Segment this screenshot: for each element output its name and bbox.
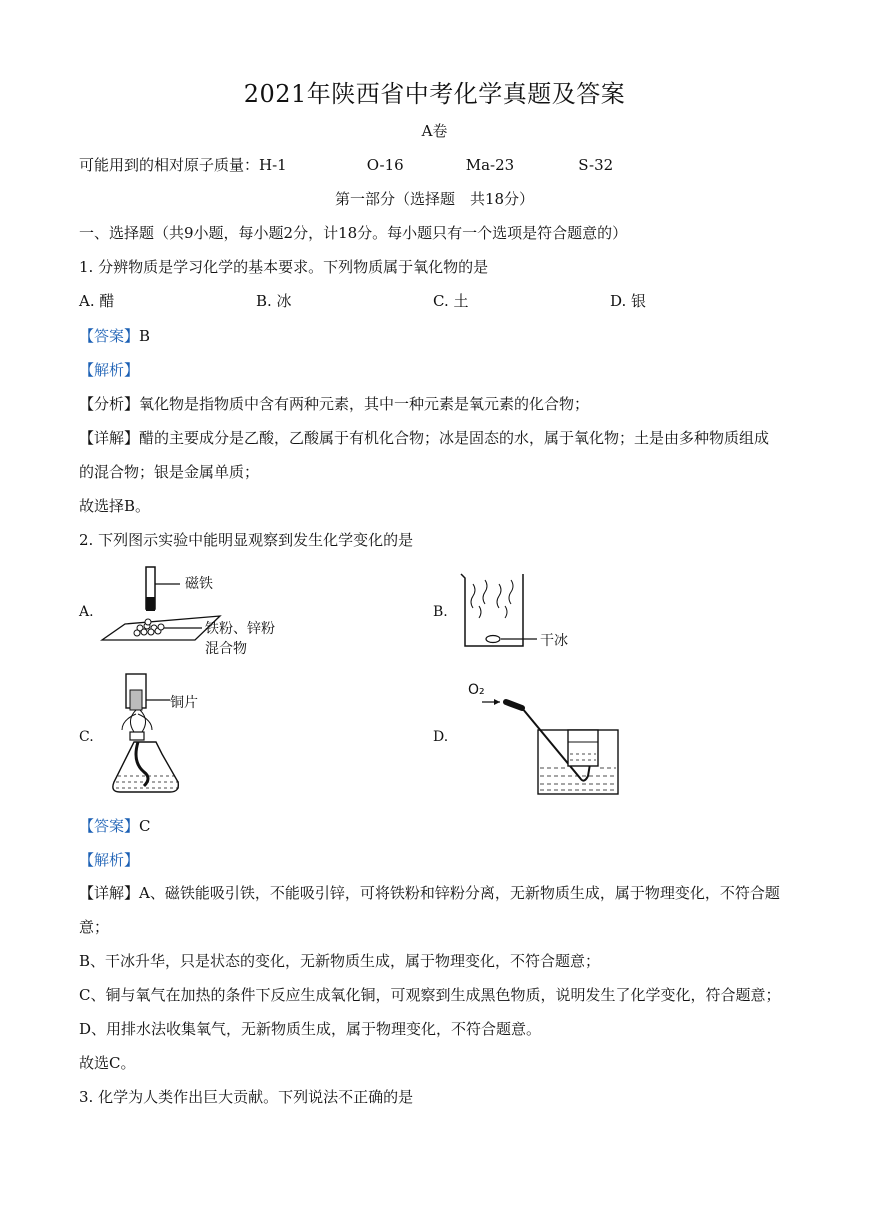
q1-option-b: B. 冰: [256, 292, 292, 310]
label-powder-2: 混合物: [205, 641, 247, 657]
flame: [122, 710, 152, 734]
label-magnet: 磁铁: [185, 576, 213, 592]
q2-analysis-tag: 【解析】: [79, 851, 140, 869]
q2-detail-a1: [79, 882, 780, 903]
atomic-mass-s: S-32: [578, 156, 614, 174]
q1-option-d: D. 银: [610, 292, 647, 310]
part1-heading: 第一部分（选择题 共18分）: [334, 190, 535, 208]
q2-detail-a1-text: A、磁铁能吸引铁，不能吸引锌，可将铁粉和锌粉分离，无新物质生成，属于物理变化，不符合题: [139, 884, 780, 902]
q1-answer-tag: 【答案】: [79, 327, 140, 345]
q1-analysis-tag: 【解析】: [79, 361, 140, 379]
label-powder-1: 铁粉、锌粉: [205, 621, 275, 637]
rubber-tube: [506, 702, 522, 708]
q1-detail-2: 的混合物；银是金属单质；: [79, 463, 260, 481]
q1-conclusion: 故选择B。: [79, 497, 151, 515]
figure-d-water-trough: [462, 680, 622, 800]
q2-conclusion: 故选C。: [79, 1054, 136, 1072]
q2-option-d: D.: [433, 729, 449, 745]
q1-option-a: A. 醋: [79, 292, 115, 310]
atomic-mass-prefix: 可能用到的相对原子质量：H-1: [79, 156, 287, 174]
q1-stem: 1. 分辨物质是学习化学的基本要求。下列物质属于氧化物的是: [79, 258, 489, 276]
q2-stem: 2. 下列图示实验中能明显观察到发生化学变化的是: [79, 531, 414, 549]
atomic-mass-na: Ma-23: [465, 156, 515, 174]
q1-fenxi-tag: 【分析】: [79, 395, 140, 413]
q1-detail-text-1: 醋的主要成分是乙酸，乙酸属于有机化合物；冰是固态的水，属于氧化物；土是由多种物质组成: [139, 429, 770, 447]
q2-option-c: C.: [79, 729, 94, 745]
q1-detail-1: [79, 427, 769, 448]
volume-label: A卷: [421, 122, 448, 140]
label-copper: 铜片: [170, 695, 198, 711]
q1-option-c: C. 土: [433, 292, 469, 310]
dry-ice-lump: [486, 636, 500, 643]
q2-option-b: B.: [433, 604, 448, 620]
gas-bottle: [568, 730, 598, 766]
q2-answer: [79, 815, 151, 836]
q1-fenxi: [79, 393, 589, 414]
copper-sheet: [130, 690, 142, 710]
q2-detail-c: C、铜与氧气在加热的条件下反应生成氧化铜，可观察到生成黑色物质，说明发生了化学变化，符合题意；: [79, 986, 781, 1004]
q1-fenxi-text: 氧化物是指物质中含有两种元素，其中一种元素是氧元素的化合物；: [139, 395, 590, 413]
label-dry-ice: 干冰: [540, 633, 568, 649]
q2-detail-a2: 意；: [79, 918, 110, 936]
q2-detail-tag: 【详解】: [79, 884, 140, 902]
q2-answer-tag: 【答案】: [79, 817, 140, 835]
label-o2: O₂: [468, 682, 485, 698]
lamp-wick-holder: [130, 732, 144, 740]
q3-stem: 3. 化学为人类作出巨大贡献。下列说法不正确的是: [79, 1088, 414, 1106]
document-title: 2021年陕西省中考化学真题及答案: [243, 80, 626, 108]
vapor-lines: [471, 580, 513, 618]
q1-detail-tag: 【详解】: [79, 429, 140, 447]
q2-answer-value: C: [139, 817, 151, 835]
atomic-mass-line: [79, 154, 613, 175]
atomic-mass-o: O-16: [366, 156, 404, 174]
section1-heading: 一、选择题（共9小题，每小题2分，计18分。每小题只有一个选项是符合题意的）: [79, 224, 628, 242]
magnet-tip: [146, 597, 155, 611]
q2-detail-d: D、用排水法收集氧气，无新物质生成，属于物理变化，不符合题意。: [79, 1020, 542, 1038]
q1-answer: [79, 325, 150, 346]
q1-answer-value: B: [139, 327, 151, 345]
q2-option-a: A.: [79, 604, 94, 620]
q2-detail-b: B、干冰升华，只是状态的变化，无新物质生成，属于物理变化，不符合题意；: [79, 952, 601, 970]
